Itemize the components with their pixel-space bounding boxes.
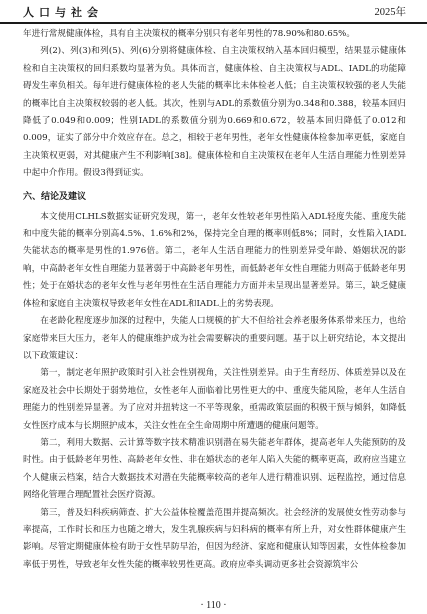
paragraph-context: 在老龄化程度逐步加深的过程中，失能人口规模的扩大不但给社会养老服务体系带来压力，也给家庭带来巨大压力，老年人的健康维护成为社会需要解决的重要问题。基于以上研究结论，本文提出以下政策建议： [23,316,406,361]
section-heading: 六、结论及建议 [23,191,87,202]
journal-title: 人口与社会 [23,6,103,19]
paragraph-findings: 本文使用CLHLS数据实证研究发现，第一，老年女性较老年男性陷入ADL轻度失能、重度失能和中度失能的概率分别高4.5%、1.6%和2%，保持完全自理的概率则低8%；同时，女性陷入IADL失能状态的概率是男性的1.976倍。第二，老年人生活自理能力的性别差异受年龄、婚姻状况的影响，中高龄老年女性自理能力显著弱于中高龄老年男性，而低龄老年女性自理能力则高于低龄老年男性；处于在婚状态的老年女性与老年男性在生活自理能力方面并未呈现出显著差异。第三，缺乏健康体检和家庭自主决策权导致老年女性在ADL和IADL上的劣势表现。 [23,211,406,309]
running-header [0,0,427,24]
paragraph-continued: 年进行常规健康体检，具有自主决策权的概率分别只有老年男性的78.90%和80.65%。 [23,29,355,39]
paragraph-policy-1: 第一，制定老年照护政策时引入社会性别视角，关注性别差异。由于生育经历、体质差异以及在家庭及社会中长期处于弱势地位，女性老年人面临着比男性更大的中、重度失能风险，老年人生活自理能力的性别差异显著。为了应对并扭转这一不平等现象，亟需政策层面的积极干预与倾斜，如降低女性医疗成本与长期照护成本，关注女性在全生命周期中所遭遇的健康问题等。 [23,368,406,431]
paragraph-mediation-results: 列(2)、列(3)和列(5)、列(6)分别将健康体检、自主决策权纳入基本回归模型，结果显示健康体检和自主决策权的回归系数均显著为负。具体而言，健康体检、自主决策权与ADL、IADL的功能障碍发生率负相关。每年进行健康体检的老人失能的概率比未体检老人低；自主决策权较强的老人失能的概率比自主决策权较弱的老人低。其次，性别与ADL的系数值分别为0.348和0.388，较基本回归降低了0.049和0.009；性别IADL的系数值分别为0.669和0.672，较基本回归降低了0.012和0.009，证实了部分中介效应存在。总之，相较于老年男性，老年女性健康体检参加率更低，家庭自主决策权更弱，对其健康产生不利影响[38]。健康体检和自主决策权在老年人生活自理能力性别差异中起中介作用。假设3得到证实。 [23,46,406,179]
page-number: · 110 · [200,600,227,611]
paragraph-policy-2: 第二，利用大数据、云计算等数字技术精准识别潜在易失能老年群体，提高老年人失能预防的及时性。由于低龄老年男性、高龄老年女性、非在婚状态的老年人陷入失能的概率更高，政府应当建立个人健康云档案，结合大数据技术对潜在失能概率较高的老年人进行精准识别、远程监控，通过信息网络化管理合理配置社会医疗资源。 [23,437,406,501]
publication-year: 2025年 [374,7,406,18]
paragraph-policy-3: 第三，普及妇科疾病筛查、扩大公益体检覆盖范围并提高频次。社会经济的发展使女性劳动参与率提高，工作时长和压力也随之增大，发生乳腺疾病与妇科病的概率有所上升，对女性群体健康产生影响。尽管定期健康体检有助于女性早防早治，但因为经济、家庭和健康认知等因素，女性体检参加率低于男性，导致老年女性失能的概率较男性更高。政府应牵头调动更多社会资源筑牢公 [23,507,406,570]
article-body [23,26,406,574]
